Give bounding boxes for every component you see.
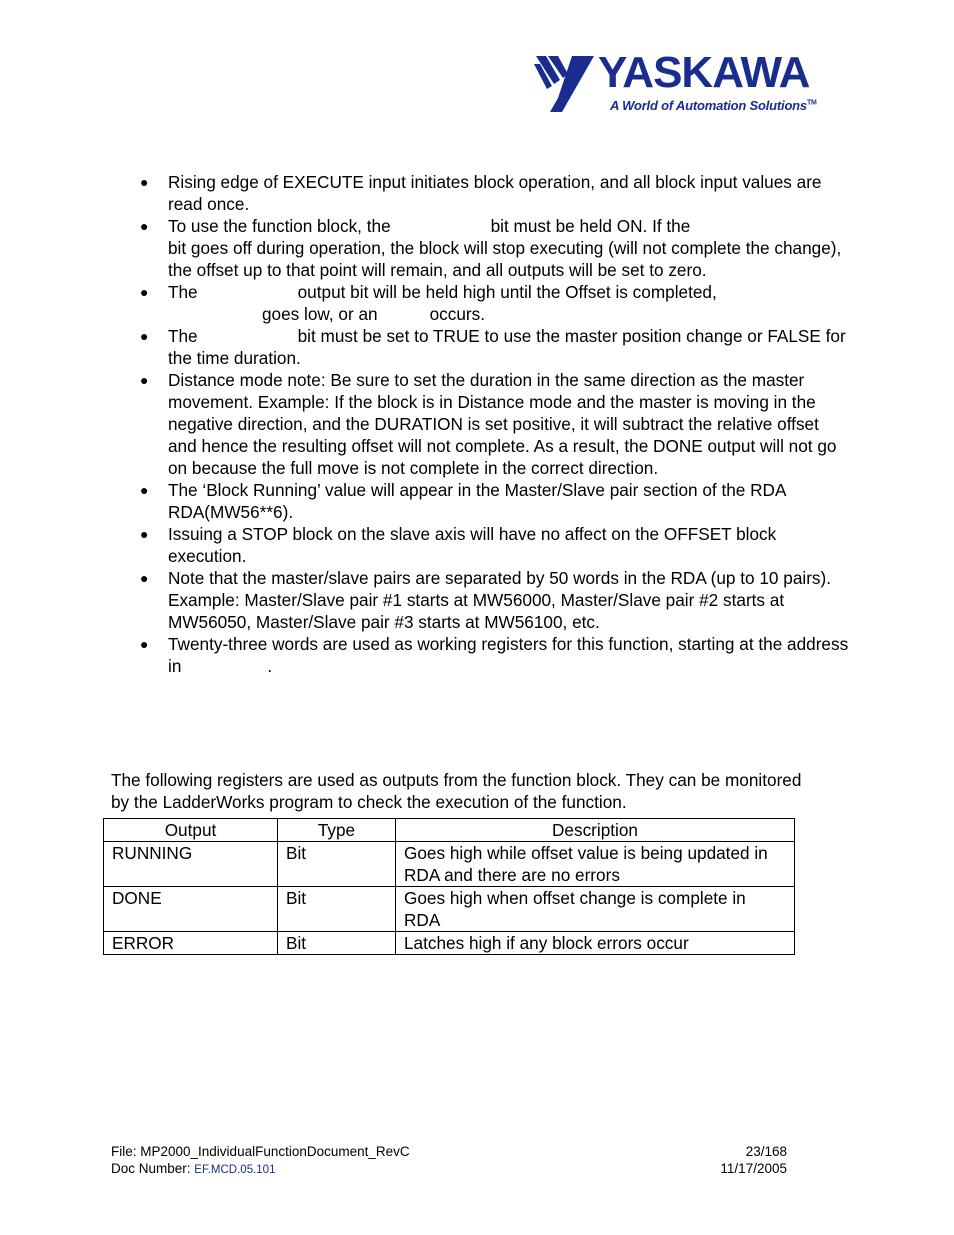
outputs-table <box>103 818 795 955</box>
footer-date: 11/17/2005 <box>720 1161 787 1176</box>
bullet-icon: ● <box>140 174 149 190</box>
list-item: ● Issuing a STOP block on the slave axis will have no affect on the OFFSET block execution. <box>140 524 777 566</box>
bullet-icon: ● <box>140 482 149 498</box>
table-cell: DONE <box>104 887 278 932</box>
table-cell: Bit <box>278 932 396 955</box>
footer-file: File: MP2000_IndividualFunctionDocument_RevC <box>111 1144 410 1159</box>
column-header-output: Output <box>104 819 278 842</box>
list-item: ● The bit must be set to TRUE to use the master position change or FALSE for the time duration. <box>140 326 846 368</box>
table-header-row <box>104 819 795 842</box>
logo-wordmark: YASKAWA <box>598 48 810 97</box>
list-item: ● Rising edge of EXECUTE input initiates block operation, and all block input values are read once. <box>140 172 822 214</box>
bullet-icon: ● <box>140 570 149 586</box>
yaskawa-logo <box>532 48 822 118</box>
list-item: ● The output bit will be held high until the Offset is completed, goes low, or an occurs. <box>140 282 717 324</box>
table-cell: Bit <box>278 887 396 932</box>
table-cell: Goes high when offset change is complete in RDA <box>396 887 795 932</box>
outputs-intro: The following registers are used as outputs from the function block. They can be monitored by the LadderWorks program to check the execution of the function. <box>111 770 802 812</box>
page-footer <box>111 1143 787 1179</box>
yaskawa-logo-mark-icon <box>532 54 598 114</box>
footer-page-number: 23/168 <box>745 1144 787 1159</box>
table-cell: RUNNING <box>104 842 278 887</box>
table-cell: ERROR <box>104 932 278 955</box>
table-row <box>104 932 795 955</box>
list-item: ● Distance mode note: Be sure to set the duration in the same direction as the master movement. Example: If the block is in Distance mode and the master is moving in the negative direction, and the DURATION is set positive, it will subtract the relative offset and hence the resulting offset will not complete. As a result, the DONE output will not go on because the full move is not complete in the correct direction. <box>140 370 837 478</box>
logo-tagline: A World of Automation Solutions™ <box>610 98 817 113</box>
column-header-description: Description <box>396 819 795 842</box>
notes-list <box>140 171 852 677</box>
bullet-icon: ● <box>140 636 149 652</box>
list-item: ● Twenty-three words are used as working registers for this function, starting at the address in . <box>140 634 849 676</box>
table-cell: Latches high if any block errors occur <box>396 932 795 955</box>
footer-doc-number: Doc Number: EF.MCD.05.101 <box>111 1161 276 1176</box>
table-row <box>104 887 795 932</box>
bullet-icon: ● <box>140 328 149 344</box>
list-item: ● Note that the master/slave pairs are separated by 50 words in the RDA (up to 10 pairs). Example: Master/Slave pair #1 starts at MW56000, Master/Slave pair #2 starts at MW56050, Master/Slave pair #3 starts at MW56100, etc. <box>140 568 832 632</box>
bullet-icon: ● <box>140 526 149 542</box>
table-cell: Goes high while offset value is being updated in RDA and there are no errors <box>396 842 795 887</box>
bullet-icon: ● <box>140 372 149 388</box>
table-row <box>104 842 795 887</box>
list-item: ● To use the function block, the bit must be held ON. If the bit goes off during operation, the block will stop executing (will not complete the change), the offset up to that point will remain, and all outputs will be set to zero. <box>140 216 842 280</box>
bullet-icon: ● <box>140 284 149 300</box>
column-header-type: Type <box>278 819 396 842</box>
bullet-icon: ● <box>140 218 149 234</box>
list-item: ● The ‘Block Running’ value will appear in the Master/Slave pair section of the RDA RDA(MW56**6). <box>140 480 786 522</box>
table-cell: Bit <box>278 842 396 887</box>
